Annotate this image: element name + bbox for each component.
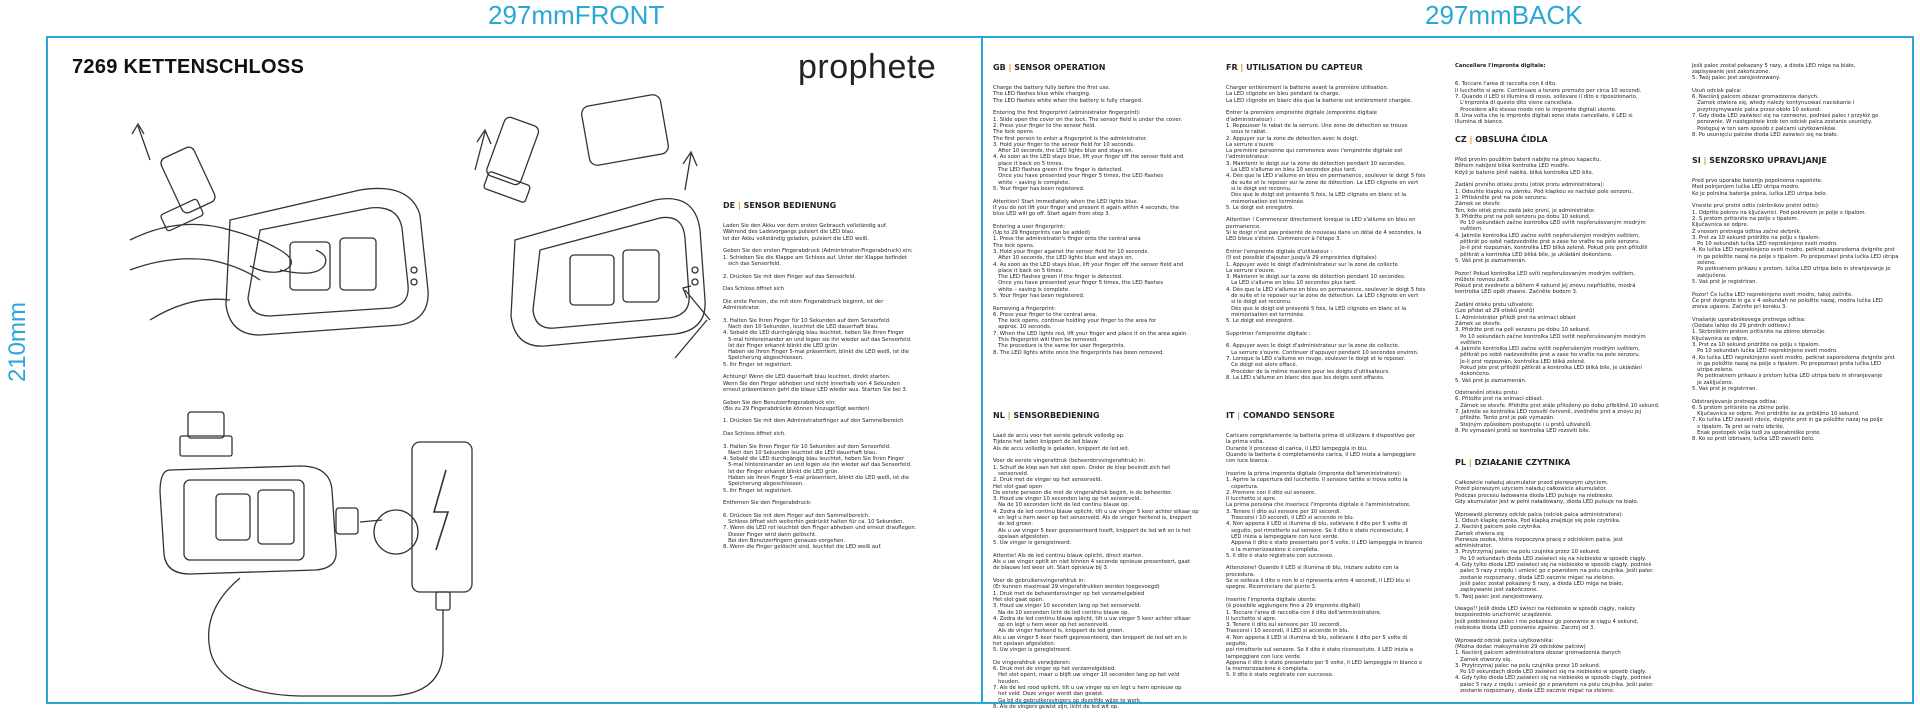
- body-it: Caricare completamente la batteria prima di utilizzare il dispositivo per la prima volta. Durante il processo di carica, il LED lampeggia in blu. Quando la batteria è completamente carica, il LED inizia a lampeggiare con luce bianca. Inserire la prima impronta digitale (impronta dell'amministratore): 1. Aprire la copertura del lucchetto. Il sensore tattile si trova sotto la copertura. 2. Premere con il dito sul sensore. Il lucchetto si apre. La prima persona che inserisce l'impronta digitale è l'amministratore. 3. Tenere il dito sul sensore per 10 secondi. Trascorsi i 10 secondi, il LED si accende in blu. 4. Non appena il LED si illumina di blu, sollevare il dito per 5 volte di seguito, poi rimetterlo sul sensore. Se il dito è stato riconosciuto, il LED inizia a lampeggiare con luce verde. Appena il dito è stato presentato per 5 volte, il LED lampeggia in bianco e la memorizzazione è completa. 5. Il dito è stato registrato con successo. Attenzione! Quando il LED si illumina di blu, iniziare subito con la procedura. Se si solleva il dito e non lo si ripresenta entro 4 secondi, il LED blu si spegne. Ricominciare dal punto 3. Inserire l'impronta digitale utente: (è possibile aggiungere fino a 29 impronte digitali) 1. Toccare l'area di raccolta con il dito dell'amministratore. Il lucchetto si apre. 3. Tenere il dito sul sensore per 10 secondi. Trascorsi i 10 secondi, il LED si accende in blu. 4. Non appena il LED si illumina di blu, sollevare il dito per 5 volte di seguito, poi rimetterlo sul sensore. Se il dito è stato riconosciuto, il LED inizia a lampeggiare con luce verde. Appena il dito è stato presentato per 5 volte, il LED lampeggia in bianco e la memorizzazione è completa. 5. Il dito è stato registrato con successo.: [1226, 433, 1423, 679]
- section-gb: [993, 50, 1225, 395]
- heading-gb: GB | SENSOR OPERATION: [993, 62, 1106, 72]
- section-fr: [1226, 50, 1452, 395]
- heading-si: SI | SENZORSKO UPRAVLJANJE: [1692, 155, 1827, 165]
- back-dimension-label: 297mmBACK: [1425, 0, 1583, 30]
- height-dimension-label: 210mm: [4, 301, 32, 383]
- brand-logo: prophete: [798, 48, 937, 86]
- heading-it-cancel: Cancellare l'impronta digitale:: [1455, 62, 1546, 69]
- section-cz: [1455, 122, 1681, 442]
- section-si: [1692, 143, 1907, 698]
- body-gb: Charge the battery fully before the first use. The LED flashes blue while charging. The LED flashes white when the battery is fully charged. Entering the first fingerprint (administrator fingerprint): 1. Slide open the cover on the lock. The sensor field is under the cover. 2. Press your finger to the sensor field. The lock opens The first person to enter a fingerprint is the administrator. 3. Hold your finger to the sensor field for 10 seconds. After 10 seconds, the LED lights blue and stays on. 4. As soon as the LED stays blue, lift your finger off the sensor field and place it back on 5 times. The LED flashes green if the finger is detected. Once you have presented your finger 5 times, the LED flashes white – saving is complete. 5. Your finger has been registered. Attention! Start immediately when the LED lights blue. If you do not lift your finger and present it again within 4 seconds, the blue LED will go off. Start again from step 3. Entering a user fingerprint: (Up to 29 fingerprints can be added) 1. Press the administrator's finger onto the central area The lock opens. 3. Hold your finger against the sensor field for 10 seconds. After 10 seconds, the LED lights blue and stays on. 4. As soon as the LED stays blue, lift your finger off the sensor field and place it back on 5 times. The LED flashes green if the finger is detected. Once you have presented your finger 5 times, the LED flashes white – saving is complete. 5. Your finger has been registered. Removing a fingerprint: 6. Press your finger to the central area. The lock opens, continue holding your finger to the area for approx. 10 seconds. 7. When the LED lights red, lift your finger and place it on the area again. This fingerprint will then be removed. The procedure is the same for user fingerprints. 8. The LED lights white once the fingerprints has been removed.: [993, 85, 1188, 356]
- heading-de: DE | SENSOR BEDIENUNG: [723, 200, 837, 210]
- body-de: Laden Sie den Akku vor dem ersten Gebrauch vollständig auf. Während des Ladevorgangs pulsiert die LED blau. Ist der Akku vollständig geladen, pulsiert die LED weiß. Geben Sie den ersten Fingerabdruck (Administrator-Fingerabdruck) ein: 1. Schieben Sie die Klappe am Schloss auf. Unter der Klappe befindet sich das Sensorfeld. 2. Drücken Sie mit dem Finger auf das Sensorfeld. Das Schloss öffnet sich Die erste Person, die mit dem Fingerabdruck beginnt, ist der Administrator. 3. Halten Sie Ihren Finger für 10 Sekunden auf dem Sensorfeld. Nach den 10 Sekunden, leuchtet die LED dauerhaft blau. 4. Sobald die LED durchgängig blau leuchtet, heben Sie Ihren Finger 5-mal hintereinander an und legen sie ihn wieder auf das Sensorfeld. Ist der Finger erkannt blinkt die LED grün. Haben sie Ihren Finger 5-mal präsentiert, blinkt die LED weiß, ist die Speicherung abgeschlossen. 5. Ihr Finger ist registriert. Achtung! Wenn die LED dauerhaft blau leuchtet, direkt starten. Wenn Sie den Finger abheben und nicht innerhalb von 4 Sekunden erneut präsentieren geht die blaue LED wieder aus. Starten Sie bei 3. Geben Sie den Benutzerfingerabdruck ein: (Bis zu 29 Fingerabdrücke können hinzugefügt werden) 1. Drücken Sie mit dem Administratorfinger auf den Sammelbereich Das Schloss öffnet sich. 3. Halten Sie Ihren Finger für 10 Sekunden auf dem Sensorfeld. Nach den 10 Sekunden leuchtet die LED dauerhaft blau. 4. Sobald die LED durchgängig blau leuchtet, heben Sie Ihren Finger 5-mal hintereinander an und legen sie ihn wieder auf das Sensorfeld. Ist der Finger erkannt blinkt die LED grün. Haben sie Ihren Finger 5-mal präsentiert, blinkt die LED weiß, ist die Speicherung abgeschlossen. 5. Ihr Finger ist registriert. Entfernen Sie den Fingerabdruck: 6. Drücken Sie mit dem Finger auf den Sammelbereich. Schloss öffnet sich weiterhin gedrückt halten für ca. 10 Sekunden. 7. Wenn die LED rot leuchtet den Finger abheben und erneut drauflegen. Dieser Finger wird dann gelöscht. Bei den Benutzerfingern genauso vorgehen. 8. Wenn die Finger gelöscht sind, leuchtet die LED weiß auf.: [723, 223, 917, 551]
- section-pl: [1455, 445, 1681, 698]
- lock-illustration-charging: [150, 410, 480, 700]
- fold-line: [981, 36, 983, 704]
- body-si: Pred prvo uporabo baterijo popolnoma napolnite. Med polnjenjem lučka LED utripa modro. Ko je polnilna baterija polna, lučka LED utripa belo. Vnesite prvi prstni odtis (skrbnikov prstni odtis): 1. Odprite pokrov na ključavnici. Pod pokrovom je polje s tipalom. 2. S prstom pritisnite na polje s tipalom. Ključavnica se odpre. Z vnosom prstnega odtisa začne skrbnik. 3. Prst za 10 sekund pridržite na polju s tipalom. Po 10 sekundah lučka LED neprekinjeno sveti modro. 4. Ko lučka LED neprekinjeno sveti modro, petkrat zaporedoma dvignite prst in ga položite nazaj na polje s tipalom. Po prepoznavi prsta lučka LED utripa zeleno. Po petkratnem prikazu s prstom, lučka LED utripa belo in shranjevanje je zaključeno. 5. Vaš prst je registriran. Pozor! Če lučka LED neprekinjeno sveti modro, takoj začnite. Če prst dvignete in ga v 4 sekundah ne položite nazaj, modra lučka LED znova ugasne. Začnite pri koraku 3. Vnašanje uporabnikovega prstnega odtisa: (Dodate lahko do 29 prstnih odtisov.) 1. Skrbniškim prstom pritisnite na zbirno območje. Ključavnica se odpre. 3. Prst za 10 sekund pridržite na polju s tipalom. Po 10 sekundah lučka LED neprekinjeno sveti modro. 4. Ko lučka LED neprekinjeno sveti modro, petkrat zaporedoma dvignite prst in ga položite nazaj na polje s tipalom. Po prepoznavi prsta lučka LED utripa zeleno. Po petkratnem prikazu s prstom lučka LED utripa belo in shranjevanje je zaključeno. 5. Vaš prst je registriran. Odstranjevanje prstnega odtisa: 6. S prstom pritisnite na zbirno polje. Ključavnica se odpre. Prst pridržite še za približno 10 sekund. 7. Ko lučka LED zasveti rdeče, dvignite prst in ga položite nazaj na polje s tipalom. Ta prst se nato izbriše. Enak postopek velja tudi za uporabniške prste. 8. Ko so prsti izbrisani, lučka LED zasveti belo.: [1692, 178, 1899, 443]
- section-it: [1226, 398, 1452, 698]
- heading-cz: CZ | OBSLUHA ČIDLA: [1455, 134, 1548, 144]
- front-dimension-label: 297mmFRONT: [488, 0, 665, 30]
- heading-pl: PL | DZIAŁANIE CZYTNIKA: [1455, 457, 1571, 467]
- section-nl: [993, 398, 1225, 710]
- lock-illustration-cover: [455, 90, 725, 380]
- heading-nl: NL | SENSORBEDIENING: [993, 410, 1100, 420]
- body-it-cancel: 6. Toccare l'area di raccolta con il dito. Il lucchetto si apre. Continuare a tenere premuto per circa 10 secondi. 7. Quando il LED si illumina di rosso, sollevare il dito e riposizionarlo. L'impronta di questo dito viene cancellata. Procedere allo stesso modo con le impronte digitali utente. 8. Una volta che le impronte digitali sono state cancellate, il LED si illumina di bianco.: [1455, 81, 1642, 126]
- heading-fr: FR | UTILISATION DU CAPTEUR: [1226, 62, 1363, 72]
- product-title: 7269 KETTENSCHLOSS: [72, 56, 305, 78]
- lock-illustration-finger: [110, 120, 440, 360]
- body-pl: Całkowicie naładuj akumulator przed pierwszym użyciem. Przed pierwszym użyciem naładuj całkowicie akumulator. Podczas procesu ładowania dioda LED pulsuje na niebiesko. Gdy akumulator jest w pełni naładowany, dioda LED pulsuje na biało. Wprowadź pierwszy odcisk palca (odcisk palca administratora): 1. Odsuń klapkę zamka. Pod klapką znajduje się pole czytnika. 2. Naciśnij palcem pole czytnika. Zamek otwiera się Pierwsza osoba, która rozpoczyna pracę z odciskiem palca, jest administrator. 3. Przytrzymaj palec na polu czujnika przez 10 sekund. Po 10 sekundach dioda LED zaświeci się na niebiesko w sposób ciągły. 4. Gdy tylko dioda LED zaświeci się na niebiesko w sposób ciągły, podnieś palec 5 razy z rzędu i umieść go z powrotem na polu czujnika. Jeśli palec zostanie rozpoznany, dioda LED zacznie migać na zielono. Jeśli palec został pokazany 5 razy, a dioda LED miga na biało, zapisywanie jest zakończone. 5. Twój palec jest zarejestrowany. Uwaga!! Jeśli dioda LED świeci na niebiesko w sposób ciągły, należy bezpośrednio uruchomić urządzenie. Jeśli podniesiesz palec i nie pokażesz go ponownie w ciągu 4 sekund, niebieska dioda LED ponownie zgaśnie. Zacznij od 3. Wprowadź odcisk palca użytkownika: (Można dodać maksymalnie 29 odcisków palców) 1. Naciśnij palcem administratora obszar gromadzenia danych Zamek otworzy się. 3. Przytrzymaj palec na polu czujnika przez 10 sekund. Po 10 sekundach dioda LED zaświeci się na niebiesko w sposób ciągły. 4. Gdy tylko dioda LED zaświeci się na niebiesko w sposób ciągły, podnieś palec 5 razy z rzędu i umieść go z powrotem na polu czujnika. Jeśli palec zostanie rozpoznany, dioda LED zacznie migać na zielono.: [1455, 480, 1653, 694]
- heading-it: IT | COMANDO SENSORE: [1226, 410, 1335, 420]
- section-pl-continued: [1692, 50, 1907, 142]
- section-it-cancel: [1455, 50, 1681, 126]
- section-de: [723, 188, 971, 696]
- body-pl-continued: Jeśli palec został pokazany 5 razy, a dioda LED miga na biało, zapisywanie jest zakończone. 5. Twój palec jest zarejestrowany. Usuń odcisk palca: 6. Naciśnij palcem obszar gromadzenia danych. Zamek otwiera się, wtedy należy kontynuować naciskanie i przytrzymywanie palca przez około 10 sekund. 7. Gdy dioda LED zaświeci się na czerwono, podnieś palec i przyłóż go ponownie. W następstwie krok ten odcisk palca zostanie usunięty. Postępuj w ten sam sposób z palcami użytkowników. 8. Po usunięciu palców dioda LED zaświeci się na biało.: [1692, 62, 1879, 138]
- body-nl: Laad de accu voor het eerste gebruik volledig op. Tijdens het laden knippert de led blauw Als de accu volledig is geladen, knippert de led wit. Voer de eerste vingerafdruk (beheerdersvingerafdruk) in: 1. Schuif de klep aan het slot open. Onder de klep bevindt zich het sensorveld. 2. Druk met de vinger op het sensorveld. Het slot gaat open De eerste persoon die met de vingerafdruk begint, is de beheerder. 3. Houd uw vinger 10 seconden lang op het sensorveld. Na de 10 seconden licht de led continu blauw op. 4. Zodra de led continu blauw oplicht, tilt u uw vinger 5 keer achter elkaar op en legt u hem weer op het sensorveld. Als de vinger herkend is, knippert de led groen. Als u uw vinger 5 keer gepresenteerd heeft, knippert de led wit en is het opslaan afgesloten. 5. Uw vinger is geregistreerd. Attentie! Als de led continu blauw oplicht, direct starten. Als u uw vinger optilt en niet binnen 4 seconde opnieuw presenteert, gaat de blauwe led weer uit. Start opnieuw bij 3. Voer de gebruikersvingerafdruk in: (Er kunnen maximaal 29 vingerafdrukken worden toegevoegd) 1. Druk met de beheerdersvinger op het verzamelgebied Het slot gaat open. 3. Houd uw vinger 10 seconden lang op het sensorveld. Na de 10 seconden licht de led continu blauw op. 4. Zodra de led continu blauw oplicht, tilt u uw vinger 5 keer achter elkaar op en legt u hem weer op het sensorveld. Als de vinger herkend is, knippert de led groen. Als u uw vinger 5 keer heeft gepresenteerd, dan knippert de led wit en is het opslaan afgesloten. 5. Uw vinger is geregistreerd. De vingerafdruk verwijderen: 6. Druk met de vinger op het verzamelgebied. Het slot opent, maar u blijft uw vinger 10 seconden lang op het veld houden. 7. Als de led rood oplicht, tilt u uw vinger op en legt u hem opnieuw op het veld. Deze vinger wordt dan gewist. Ga bij de gebruikersvingers op dezelfde wijze te werk. 8. Als de vingers gewist zijn, licht de led wit op.: [993, 433, 1199, 710]
- body-fr: Charger entièrement la batterie avant la première utilisation. La LED clignote en bleu pendant la charge. La LED clignote en blanc dès que la batterie est entièrement chargée. Entrer la première empreinte digitale (empreinte digitale d'administrateur) : 1. Repousser le rabat de la serrure. Une zone de détection se trouve sous le rabat. 2. Appuyer sur la zone de détection avec le doigt. La serrure s'ouvre La première personne qui commence avec l'empreinte digitale est l'administrateur. 3. Maintenir le doigt sur la zone de détection pendant 10 secondes. La LED s'allume en bleu 10 secondes plus tard. 4. Dès que la LED s'allume en bleu en permanence, soulever le doigt 5 fois de suite et le reposer sur la zone de détection. La LED clignote en vert si le doigt est reconnu. Dès que le doigt est présenté 5 fois, la LED clignote en blanc et la mémorisation est terminée. 5. Le doigt est enregistré. Attention ! Commencer directement lorsque la LED s'allume en bleu en permanence. Si le doigt n'est pas présenté de nouveau dans un délai de 4 secondes, la LED bleue s'éteint. Commencer à l'étape 3. Entrer l'empreinte digitale d'utilisateur : (Il est possible d'ajouter jusqu'à 29 empreintes digitales) 1. Appuyer avec le doigt d'administrateur sur la zone de collecte La serrure s'ouvre. 3. Maintenir le doigt sur la zone de détection pendant 10 secondes. La LED s'allume en bleu 10 secondes plus tard. 4. Dès que la LED s'allume en bleu en permanence, soulever le doigt 5 fois de suite et le reposer sur la zone de détection. La LED clignote en vert si le doigt est reconnu. Dès que le doigt est présenté 5 fois, la LED clignote en blanc et la mémorisation est terminée. 5. Le doigt est enregistré. Supprimer l'empreinte digitale : 6. Appuyer avec le doigt d'administrateur sur la zone de collecte. La serrure s'ouvre. Continuer d'appuyer pendant 10 secondes environ. 7. Lorsque la LED s'allume en rouge, soulever le doigt et le reposer. Ce doigt est alors effacé. Procéder de la même manière pour les doigts d'utilisateurs. 8. La LED s'allume en blanc dès que les doigts sont effacés.: [1226, 85, 1426, 381]
- body-cz: Před prvním použitím baterii nabijte na plnou kapacitu. Během nabíjení bliká kontrolka LED modře. Když je baterie plně nabitá, bliká kontrolka LED bíle. Zadání prvního otisku prstu (otisk prstu administrátora): 1. Odsuňte klapku na zámku. Pod klapkou se nachází pole senzoru. 2. Přitiskněte prst na pole senzoru. Zámek se otevře Ten, kdo otisk prstu zadá jako první, je administrátor. 3. Přidržte prst na poli senzoru po dobu 10 sekund. Po 10 sekundách začne kontrolka LED svítit nepřerušovaným modrým světlem. 4. Jakmile kontrolka LED začne svítit nepřerušeným modrým světlem, pětkrát po sobě nadzvedněte prst a zase ho vraťte na pole senzoru. Je-li prst rozpoznán, kontrolka LED bliká zeleně. Pokud jste prst přiložili pětkrát a kontrolka LED bliká bíle, je ukládání dokončeno. 5. Váš prst je zaznamenán. Pozor! Pokud kontrolka LED svítí nepřerušovaným modrým světlem, můžete rovnou začít. Pokud prst zvednete a během 4 sekund jej znovu nepřiložíte, modrá kontrolka LED opět zhasne. Začněte bodem 3. Zadání otisku prstu uživatele: (Lze přidat až 29 otisků prstů) 1. Administrátor přiloží prst na snímací oblast Zámek se otevře. 3. Přidržte prst na poli senzoru po dobu 10 sekund. Po 10 sekundách začne kontrolka LED svítit nepřerušovaným modrým světlem. 4. Jakmile kontrolka LED začne svítit nepřerušeným modrým světlem, pětkrát po sobě nadzvedněte prst a zase ho vraťte na pole senzoru. Je-li prst rozpoznán, kontrolka LED bliká zeleně. Pokud jste prst přiložili pětkrát a kontrolka LED bliká bíle, je ukládání dokončeno. 5. Váš prst je zaznamenán. Odstranění otisku prstu: 6. Přiložte prst na snímací oblast. Zámek se otevře. Přidržte prst stále přiložený po dobu přibližně 10 sekund. 7. Jakmile se kontrolka LED rozsvítí červeně, zvedněte prst a znovu jej přiložte. Tento prst je pak vymazán. Stejným způsobem postupujte i u prstů uživatelů. 8. Po vymazání prstů se kontrolka LED rozsvítí bíle.: [1455, 157, 1660, 434]
